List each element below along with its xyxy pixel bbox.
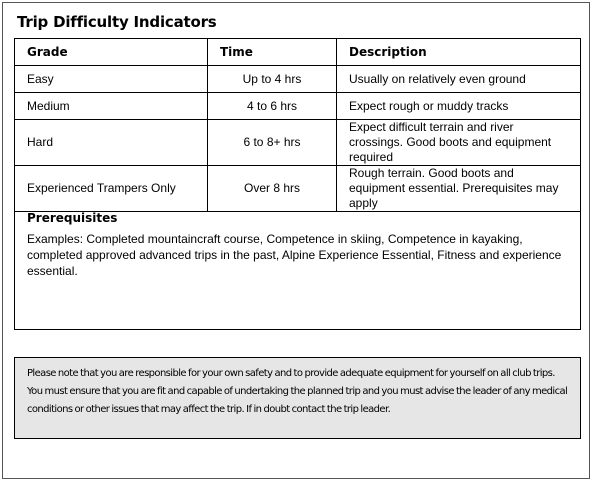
grade-cell: Easy	[15, 66, 208, 93]
table-header-row	[15, 39, 581, 66]
description-cell: Expect rough or muddy tracks	[337, 93, 581, 120]
prerequisites-title: Prerequisites	[27, 211, 118, 225]
description-cell: Rough terrain. Good boots and equipment essential. Prerequisites may apply	[337, 166, 581, 212]
table-row	[15, 120, 581, 166]
column-header-grade: Grade	[15, 39, 208, 66]
grade-cell: Medium	[15, 93, 208, 120]
column-header-time: Time	[208, 39, 337, 66]
prerequisites-section	[14, 205, 581, 330]
description-cell: Usually on relatively even ground	[337, 66, 581, 93]
safety-notice: Please note that you are responsible for your own safety and to provide adequate equipment for yourself on all club trips. You must ensure that you are fit and capable of undertaking the planned trip and you must advise the leader of any medical conditions or other issues that may affect the trip. If in doubt contact the trip leader.	[14, 357, 581, 439]
time-cell: 4 to 6 hrs	[208, 93, 337, 120]
column-header-description: Description	[337, 39, 581, 66]
time-cell: Over 8 hrs	[208, 166, 337, 212]
time-cell: Up to 4 hrs	[208, 66, 337, 93]
page-title: Trip Difficulty Indicators	[17, 13, 217, 31]
table-row	[15, 93, 581, 120]
grade-cell: Experienced Trampers Only	[15, 166, 208, 212]
time-cell: 6 to 8+ hrs	[208, 120, 337, 166]
table-row	[15, 66, 581, 93]
prerequisites-text: Examples: Completed mountaincraft course, Competence in skiing, Competence in kayaking, completed approved advanced trips in the past, Alpine Experience Essential, Fitness and experience essential.	[27, 232, 562, 278]
description-cell: Expect difficult terrain and river crossings. Good boots and equipment required	[337, 120, 581, 166]
grade-cell: Hard	[15, 120, 208, 166]
difficulty-table	[14, 38, 581, 212]
